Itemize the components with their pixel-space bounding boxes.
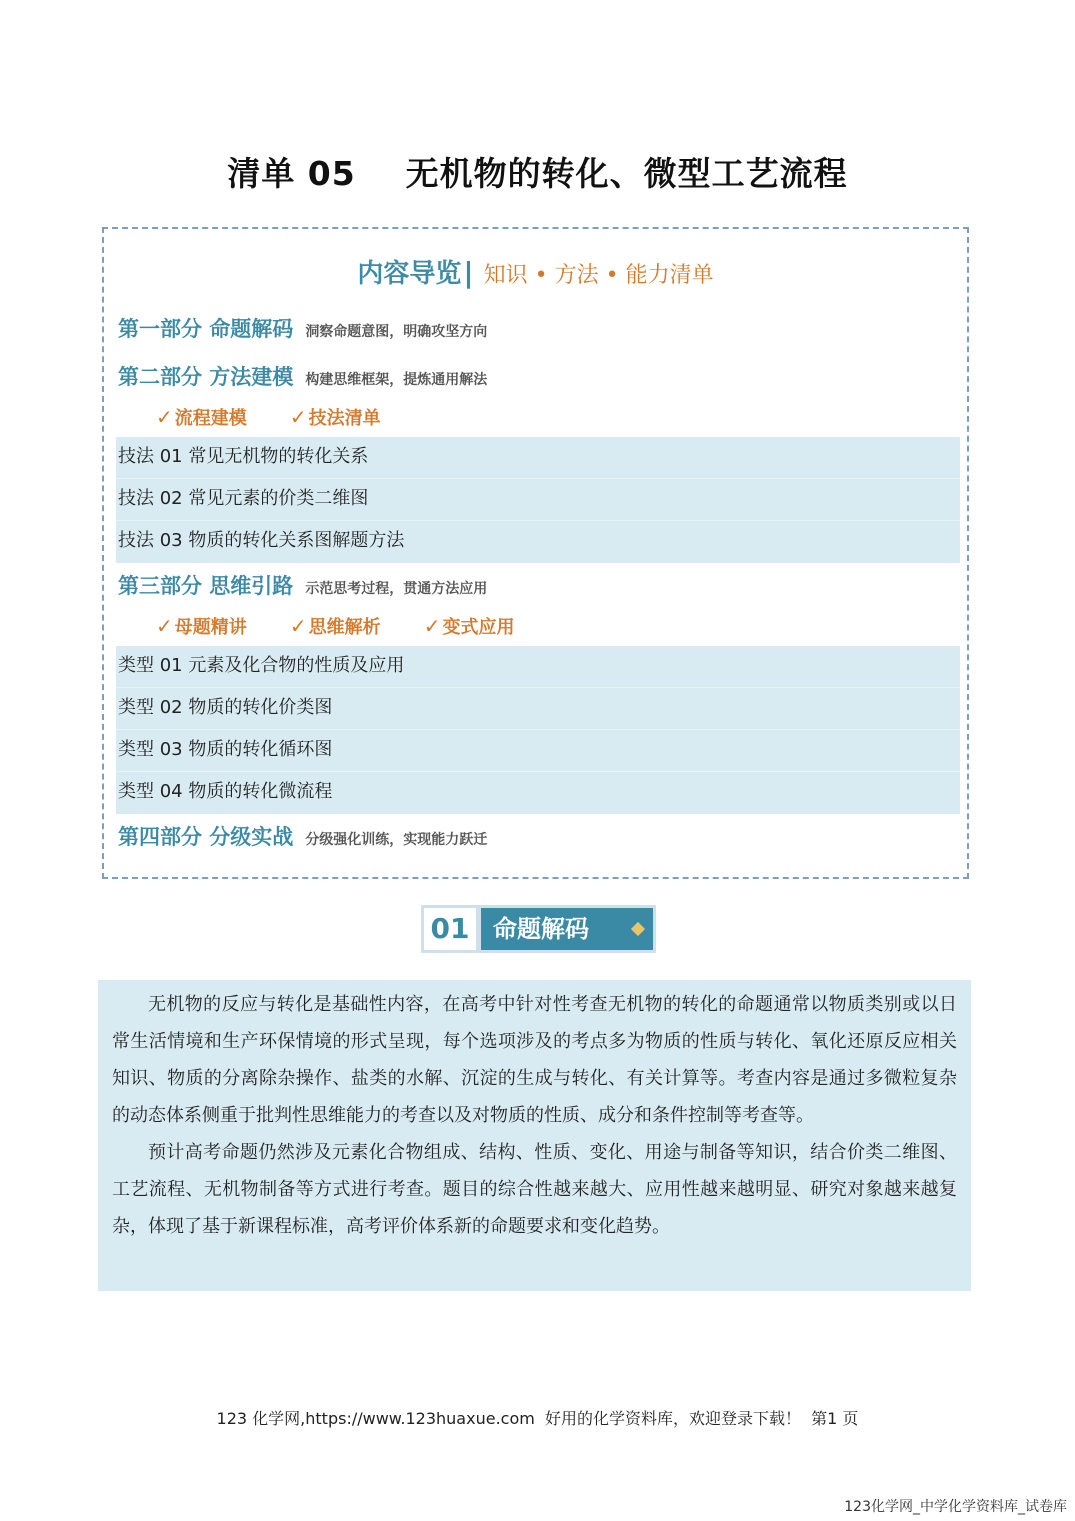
contents-header-title: 内容导览: [357, 259, 462, 289]
check-icon: ✓: [156, 405, 173, 429]
check-icon: ✓: [423, 614, 441, 638]
contents-header-divider: |: [463, 256, 474, 289]
part-three-row: [118, 570, 487, 600]
part-four-desc: 分级强化训练，实现能力跃迁: [305, 832, 488, 848]
tag-flow-modeling: ✓ 流程建模: [156, 405, 247, 429]
part-one-title: 第一部分 命题解码: [118, 317, 294, 341]
technique-list: [116, 437, 960, 563]
part-three-tags: [156, 613, 552, 639]
tag-technique-list: ✓ 技法清单: [289, 405, 381, 429]
type-item[interactable]: 类型 04 物质的转化微流程: [118, 781, 333, 802]
type-list: [116, 646, 960, 814]
technique-item[interactable]: 技法 03 物质的转化关系图解题方法: [118, 530, 405, 551]
section-badge: [421, 905, 656, 953]
section-label: 命题解码: [481, 908, 653, 950]
check-icon: ✓: [289, 405, 307, 429]
tag-variant-application: ✓ 变式应用: [423, 614, 515, 638]
contents-header-subtitle: 知识 • 方法 • 能力清单: [483, 263, 714, 288]
check-icon: ✓: [289, 614, 307, 638]
technique-item[interactable]: 技法 02 常见元素的价类二维图: [116, 479, 960, 521]
part-two-title: 第二部分 方法建模: [118, 365, 294, 389]
section-number: 01: [424, 908, 476, 950]
check-icon: ✓: [156, 614, 173, 638]
type-item[interactable]: 类型 03 物质的转化循环图: [116, 730, 960, 772]
intro-box: [98, 980, 971, 1291]
part-three-title: 第三部分 思维引路: [118, 574, 294, 598]
intro-paragraph: 预计高考命题仍然涉及元素化合物组成、结构、性质、变化、用途与制备等知识，结合价类二维图、工艺流程、无机物制备等方式进行考查。题目的综合性越来越大、应用性越来越明显、研究对象越来越复杂，体现了基于新课程标准，高考评价体系新的命题要求和变化趋势。: [112, 1142, 957, 1237]
tag-thinking-analysis: ✓ 思维解析: [289, 614, 381, 638]
type-item[interactable]: 类型 02 物质的转化价类图: [116, 688, 960, 730]
part-four-row: [118, 821, 487, 851]
part-two-desc: 构建思维框架，提炼通用解法: [305, 372, 488, 388]
document-title: 清单 05 无机物的转化、微型工艺流程: [227, 154, 848, 193]
part-two-row: [118, 361, 487, 391]
intro-paragraph: 无机物的反应与转化是基础性内容，在高考中针对性考查无机物的转化的命题通常以物质类别或以日常生活情境和生产环保情境的形式呈现，每个选项涉及的考点多为物质的性质与转化、氧化还原反应相关知识、物质的分离除杂操作、盐类的水解、沉淀的生成与转化、有关计算等。考查内容是通过多微粒复杂的动态体系侧重于批判性思维能力的考查以及对物质的性质、成分和条件控制等考查等。: [112, 994, 957, 1126]
page-footer: 123 化学网,https://www.123huaxue.com 好用的化学资料库，欢迎登录下载！ 第1 页: [216, 1409, 859, 1428]
part-one-desc: 洞察命题意图，明确攻坚方向: [305, 324, 488, 340]
contents-header: [104, 253, 967, 290]
tag-mother-problem: ✓ 母题精讲: [156, 614, 247, 638]
part-two-tags: [156, 404, 419, 430]
part-one-row: [118, 313, 487, 343]
diamond-icon: [631, 922, 645, 936]
watermark-text: 123化学网_中学化学资料库_试卷库: [844, 1499, 1067, 1515]
contents-overview-box: [102, 227, 969, 879]
part-three-desc: 示范思考过程，贯通方法应用: [305, 581, 488, 597]
technique-item[interactable]: 技法 01 常见无机物的转化关系: [116, 437, 960, 479]
type-item[interactable]: 类型 01 元素及化合物的性质及应用: [116, 646, 960, 688]
part-four-title: 第四部分 分级实战: [118, 825, 294, 849]
